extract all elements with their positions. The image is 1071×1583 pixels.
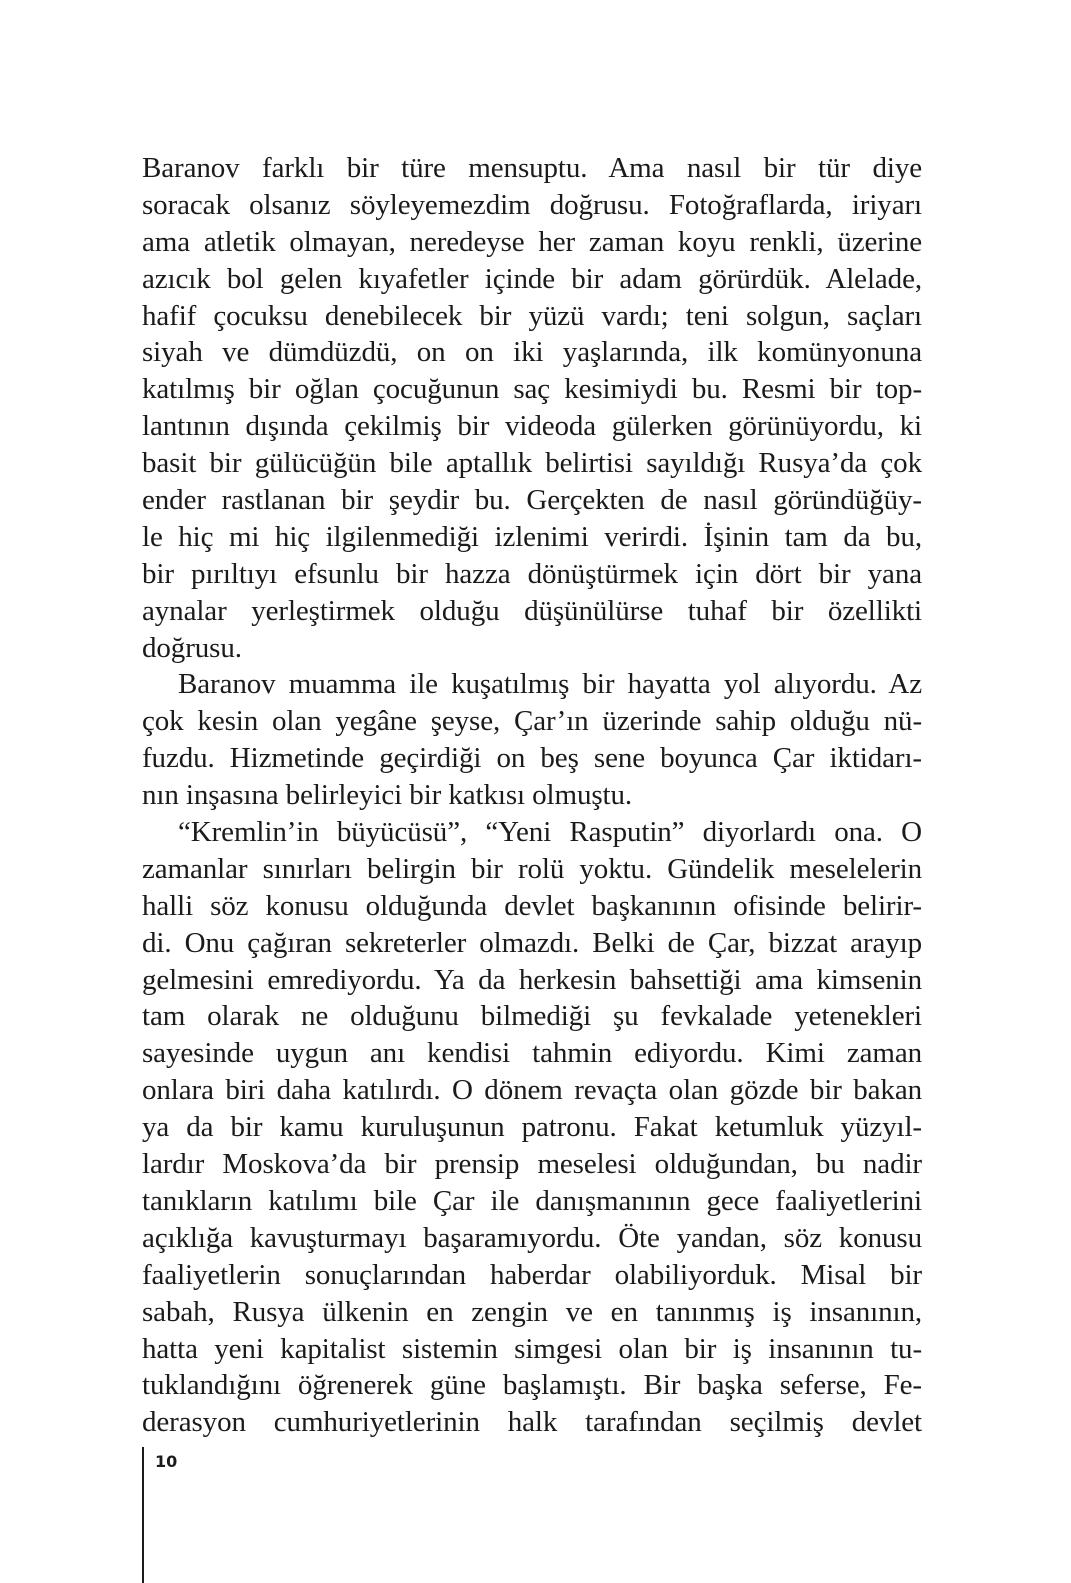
text-line: soracak olsanız söyleyemezdim doğrusu. Fotoğraflarda, iriyarı: [142, 188, 922, 221]
text-line: hafif çocuksu denebilecek bir yüzü vardı; teni solgun, saçları: [142, 299, 922, 332]
paragraph-start-line: Baranov muamma ile kuşatılmış bir hayatta yol alıyordu. Az: [178, 668, 922, 701]
text-line: halli söz konusu olduğunda devlet başkanının ofisinde belirir-: [142, 889, 922, 922]
text-line: ama atletik olmayan, neredeyse her zaman koyu renkli, üzerine: [142, 225, 922, 258]
page-number: 10: [155, 1452, 178, 1471]
text-line: di. Onu çağıran sekreterler olmazdı. Belki de Çar, bizzat arayıp: [142, 926, 922, 959]
text-line: bir pırıltıyı efsunlu bir hazza dönüştürmek için dört bir yana: [142, 557, 922, 590]
text-line: derasyon cumhuriyetlerinin halk tarafından seçilmiş devlet: [142, 1406, 922, 1439]
text-line: çok kesin olan yegâne şeyse, Çar’ın üzerinde sahip olduğu nü-: [142, 705, 922, 738]
text-line: Baranov farklı bir türe mensuptu. Ama nasıl bir tür diye: [142, 152, 922, 184]
text-line: tam olarak ne olduğunu bilmediği şu fevkalade yetenekleri: [142, 1000, 922, 1033]
paragraph-start-line: “Kremlin’in büyücüsü”, “Yeni Rasputin” diyorlardı ona. O: [178, 816, 922, 849]
text-line: faaliyetlerin sonuçlarından haberdar olabiliyorduk. Misal bir: [142, 1258, 922, 1291]
text-line: basit bir gülücüğün bile aptallık belirtisi sayıldığı Rusya’da çok: [142, 447, 922, 480]
text-line: le hiç mi hiç ilgilenmediği izlenimi verirdi. İşinin tam da bu,: [142, 520, 922, 553]
text-line: katılmış bir oğlan çocuğunun saç kesimiydi bu. Resmi bir top-: [142, 373, 922, 406]
text-line: aynalar yerleştirmek olduğu düşünülürse tuhaf bir özellikti: [142, 594, 922, 627]
text-line: tuklandığını öğrenerek güne başlamıştı. Bir başka seferse, Fe-: [142, 1369, 922, 1402]
text-line: tanıkların katılımı bile Çar ile danışmanının gece faaliyetlerini: [142, 1184, 922, 1217]
text-line: hatta yeni kapitalist sistemin simgesi olan bir iş insanının tu-: [142, 1332, 922, 1365]
text-line: lantının dışında çekilmiş bir videoda gülerken görünüyordu, ki: [142, 410, 922, 443]
paragraph-end-line: doğrusu.: [142, 631, 242, 664]
text-line: açıklığa kavuşturmayı başaramıyordu. Öte yandan, söz konusu: [142, 1221, 922, 1254]
text-line: ya da bir kamu kuruluşunun patronu. Fakat ketumluk yüzyıl-: [142, 1111, 922, 1144]
folio-rule: [142, 1447, 144, 1583]
text-line: gelmesini emrediyordu. Ya da herkesin bahsettiği ama kimsenin: [142, 963, 922, 996]
text-line: ender rastlanan bir şeydir bu. Gerçekten de nasıl göründüğüy-: [142, 484, 922, 517]
text-line: lardır Moskova’da bir prensip meselesi olduğundan, bu nadir: [142, 1148, 922, 1181]
text-line: siyah ve dümdüzdü, on on iki yaşlarında, ilk komünyonuna: [142, 336, 922, 369]
text-line: fuzdu. Hizmetinde geçirdiği on beş sene boyunca Çar iktidarı-: [142, 742, 922, 775]
text-line: sabah, Rusya ülkenin en zengin ve en tanınmış iş insanının,: [142, 1295, 922, 1328]
text-line: zamanlar sınırları belirgin bir rolü yoktu. Gündelik meselelerin: [142, 852, 922, 885]
text-line: sayesinde uygun anı kendisi tahmin ediyordu. Kimi zaman: [142, 1037, 922, 1070]
text-line: onlara biri daha katılırdı. O dönem revaçta olan gözde bir bakan: [142, 1074, 922, 1107]
text-line: azıcık bol gelen kıyafetler içinde bir adam görürdük. Alelade,: [142, 262, 922, 295]
body-text: [142, 150, 922, 1441]
paragraph-end-line: nın inşasına belirleyici bir katkısı olmuştu.: [142, 779, 633, 812]
